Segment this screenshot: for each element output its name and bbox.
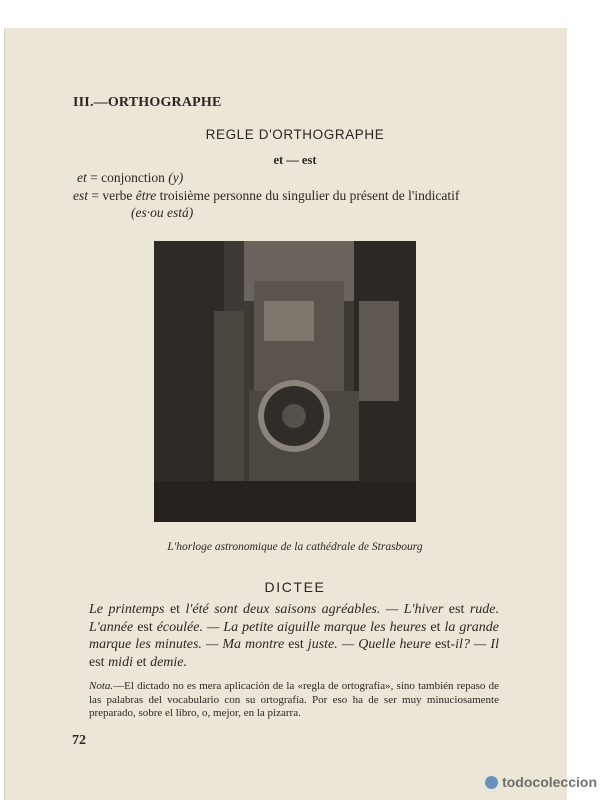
dictee-keyword: est [137, 619, 153, 635]
dictee-text [89, 601, 499, 671]
dictee-part: demie. [146, 654, 187, 670]
dictee-part: rude. L'année [89, 602, 499, 635]
definition-et-text: = conjonction [86, 170, 169, 185]
watermark-text: todocoleccion [502, 774, 597, 790]
definition-est [73, 188, 459, 204]
nota-label: Nota. [89, 680, 114, 692]
definition-est-gloss-text: (es·ou está) [131, 205, 194, 220]
definition-et [77, 170, 183, 186]
term-et: et [77, 170, 87, 185]
watermark [485, 774, 597, 790]
definition-est-gloss [131, 205, 193, 221]
clock-photo [154, 241, 416, 522]
rule-title: REGLE D'ORTHOGRAPHE [205, 127, 385, 142]
dictee-part: écoulée. — La petite aiguille marque les heures [152, 619, 431, 635]
definition-est-etre: être [135, 188, 157, 203]
dictee-part: Le printemps [89, 602, 170, 617]
dictee-part: l'été sont deux saisons agréables. — L'hiver [180, 602, 449, 617]
definition-et-gloss: (y) [168, 170, 184, 185]
dictee-keyword: et [136, 654, 147, 670]
astronomical-clock-illustration [154, 241, 416, 522]
dictee-keyword: est [448, 602, 465, 617]
definition-est-text-1: = verbe [88, 188, 136, 203]
dictee-part: midi [104, 654, 137, 670]
section-title: III.—ORTHOGRAPHE [73, 95, 222, 110]
dictee-title: DICTEE [264, 579, 326, 595]
watermark-logo-icon [485, 776, 498, 789]
dictee-keyword: et [430, 619, 441, 635]
photo-caption: L'horloge astronomique de la cathédrale de Strasbourg [167, 541, 423, 553]
rule-subtitle: et — est [273, 153, 317, 167]
nota-text: —El dictado no es mera aplicación de la «regla de ortografía», sino también repaso de las palabras del vocabulario con su ortografía. Por eso ha de ser muy minuciosamente preparado, sobre el libro, o, mejor, en la pizarra. [89, 680, 499, 719]
dictee-part: -il? — Il [450, 637, 499, 652]
dictee-keyword: est [288, 637, 304, 652]
dictee-part: la grande marque les minutes. — Ma montre [89, 619, 499, 652]
dictee-keyword: est [89, 654, 105, 670]
page-number: 72 [72, 733, 86, 748]
dictee-keyword: et [169, 602, 181, 617]
dictee-keyword: est [434, 637, 451, 652]
term-est: est [73, 188, 88, 203]
definition-est-text-2: troisième personne du singulier du présent de l'indicatif [156, 188, 460, 203]
dictee-part: juste. — Quelle heure [303, 637, 435, 652]
nota-paragraph [89, 680, 499, 721]
